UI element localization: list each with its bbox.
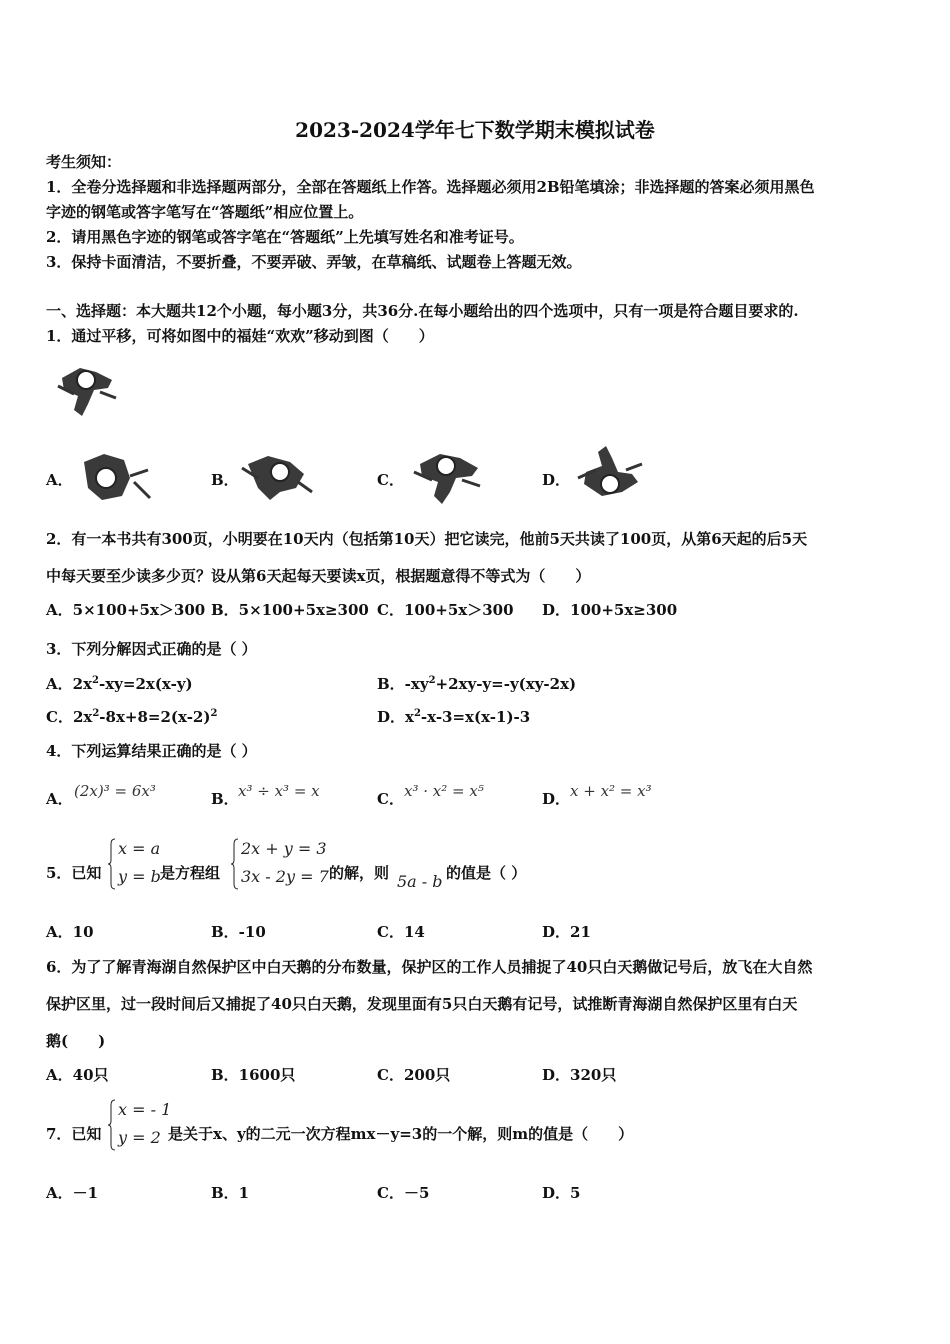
q6-option-d: D．320只 xyxy=(542,1066,617,1084)
q5-option-c: C．14 xyxy=(377,923,425,941)
q4-stem: 4．下列运算结果正确的是（ ） xyxy=(46,742,257,760)
q5-prefix: 5．已知 xyxy=(46,864,102,882)
q4-option-d-expr: x + x² = x³ xyxy=(570,782,652,800)
q6-option-b: B．1600只 xyxy=(211,1066,296,1084)
q5-system-solution: x = a y = b xyxy=(108,838,160,892)
q2-stem-line2: 中每天要至少读多少页？设从第6天起每天要读x页，根据题意得不等式为（ ） xyxy=(46,567,591,585)
q3-option-a: A．$2x^2-xy=2x(x-y)$ xyxy=(46,675,193,693)
q2-option-c: C．100+5x＞300 xyxy=(377,601,514,619)
q4-option-d-label: D． xyxy=(542,790,571,808)
q7-option-d: D．5 xyxy=(542,1184,581,1202)
q1-stem: 1．通过平移，可将如图中的福娃“欢欢”移动到图（ ） xyxy=(46,327,434,345)
q1-option-d-label: D． xyxy=(542,471,571,489)
q4-option-a-label: A． xyxy=(46,790,73,808)
fuwa-original-image xyxy=(52,360,122,420)
q7-option-a: A．－1 xyxy=(46,1184,99,1202)
q2-option-b: B．5×100+5x≥300 xyxy=(211,601,369,619)
notice-line-3: 3．保持卡面清洁，不要折叠，不要弄破、弄皱，在草稿纸、试题卷上答题无效。 xyxy=(46,253,582,271)
q2-option-a: A．5×100+5x＞300 xyxy=(46,601,206,619)
q6-option-c: C．200只 xyxy=(377,1066,451,1084)
q4-option-b-label: B． xyxy=(211,790,239,808)
q6-stem-line2: 保护区里，过一段时间后又捕捉了40只白天鹅，发现里面有5只白天鹅有记号，试推断青海湖自然保护区里有白天 xyxy=(46,995,798,1013)
section-header: 一、选择题：本大题共12个小题，每小题3分，共36分.在每小题给出的四个选项中，只有一项是符合题目要求的. xyxy=(46,302,799,320)
q7-post: 是关于x、y的二元一次方程mx－y=3的一个解，则m的值是（ ） xyxy=(168,1125,634,1143)
q5-option-d: D．21 xyxy=(542,923,591,941)
q5-system-equations: 2x + y = 3 3x - 2y = 7 xyxy=(231,838,331,892)
q3-option-b: B．$-xy^2+2xy-y=-y(xy-2x)$ xyxy=(377,675,577,693)
q5-post: 的解，则 xyxy=(329,864,390,882)
q5-expression: 5a - b xyxy=(397,872,443,891)
q4-option-a-expr: (2x)³ = 6x³ xyxy=(74,782,156,800)
q3-option-d: D．$x^2-x-3=x(x-1)-3$ xyxy=(377,708,531,726)
q4-option-b-expr: x³ ÷ x³ = x xyxy=(238,782,320,800)
q5-option-a: A．10 xyxy=(46,923,94,941)
page-title: 2023-2024学年七下数学期末模拟试卷 xyxy=(295,118,655,142)
q7-system-solution: x = - 1 y = 2 xyxy=(108,1099,168,1153)
q7-option-c: C．－5 xyxy=(377,1184,430,1202)
notice-line-1b: 字迹的钢笔或答字笔写在“答题纸”相应位置上。 xyxy=(46,203,364,221)
notice-heading: 考生须知： xyxy=(46,153,122,171)
brace-icon xyxy=(108,838,116,890)
fuwa-option-b-image xyxy=(240,448,316,504)
q4-option-c-label: C． xyxy=(377,790,404,808)
q1-option-a-label: A． xyxy=(46,471,73,489)
q1-option-b-label: B． xyxy=(211,471,239,489)
fuwa-option-d-image xyxy=(574,444,646,504)
q2-option-d: D．100+5x≥300 xyxy=(542,601,678,619)
brace-icon xyxy=(108,1099,116,1151)
q5-end: 的值是（ ） xyxy=(446,864,527,882)
q6-stem-line3: 鹅( ) xyxy=(46,1032,106,1050)
q6-stem-line1: 6．为了了解青海湖自然保护区中白天鹅的分布数量，保护区的工作人员捕捉了40只白天鹅做记号后，放飞在大自然 xyxy=(46,958,813,976)
q3-option-c: C．$2x^2-8x+8=2(x-2)^2$ xyxy=(46,708,218,726)
q6-option-a: A．40只 xyxy=(46,1066,109,1084)
notice-line-1: 1．全卷分选择题和非选择题两部分，全部在答题纸上作答。选择题必须用2B铅笔填涂；非选择题的答案必须用黑色 xyxy=(46,178,815,196)
q3-stem: 3．下列分解因式正确的是（ ） xyxy=(46,640,257,658)
notice-line-2: 2．请用黑色字迹的钢笔或答字笔在“答题纸”上先填写姓名和准考证号。 xyxy=(46,228,524,246)
q7-option-b: B．1 xyxy=(211,1184,250,1202)
q1-option-c-label: C． xyxy=(377,471,404,489)
fuwa-option-a-image xyxy=(78,448,154,504)
brace-icon xyxy=(231,838,239,890)
fuwa-option-c-image xyxy=(410,446,486,506)
q5-option-b: B．-10 xyxy=(211,923,266,941)
q2-stem-line1: 2．有一本书共有300页，小明要在10天内（包括第10天）把它读完，他前5天共读了100页，从第6天起的后5天 xyxy=(46,530,808,548)
q4-option-c-expr: x³ · x² = x⁵ xyxy=(404,782,484,800)
q7-prefix: 7．已知 xyxy=(46,1125,102,1143)
q5-middle: 是方程组 xyxy=(160,864,221,882)
